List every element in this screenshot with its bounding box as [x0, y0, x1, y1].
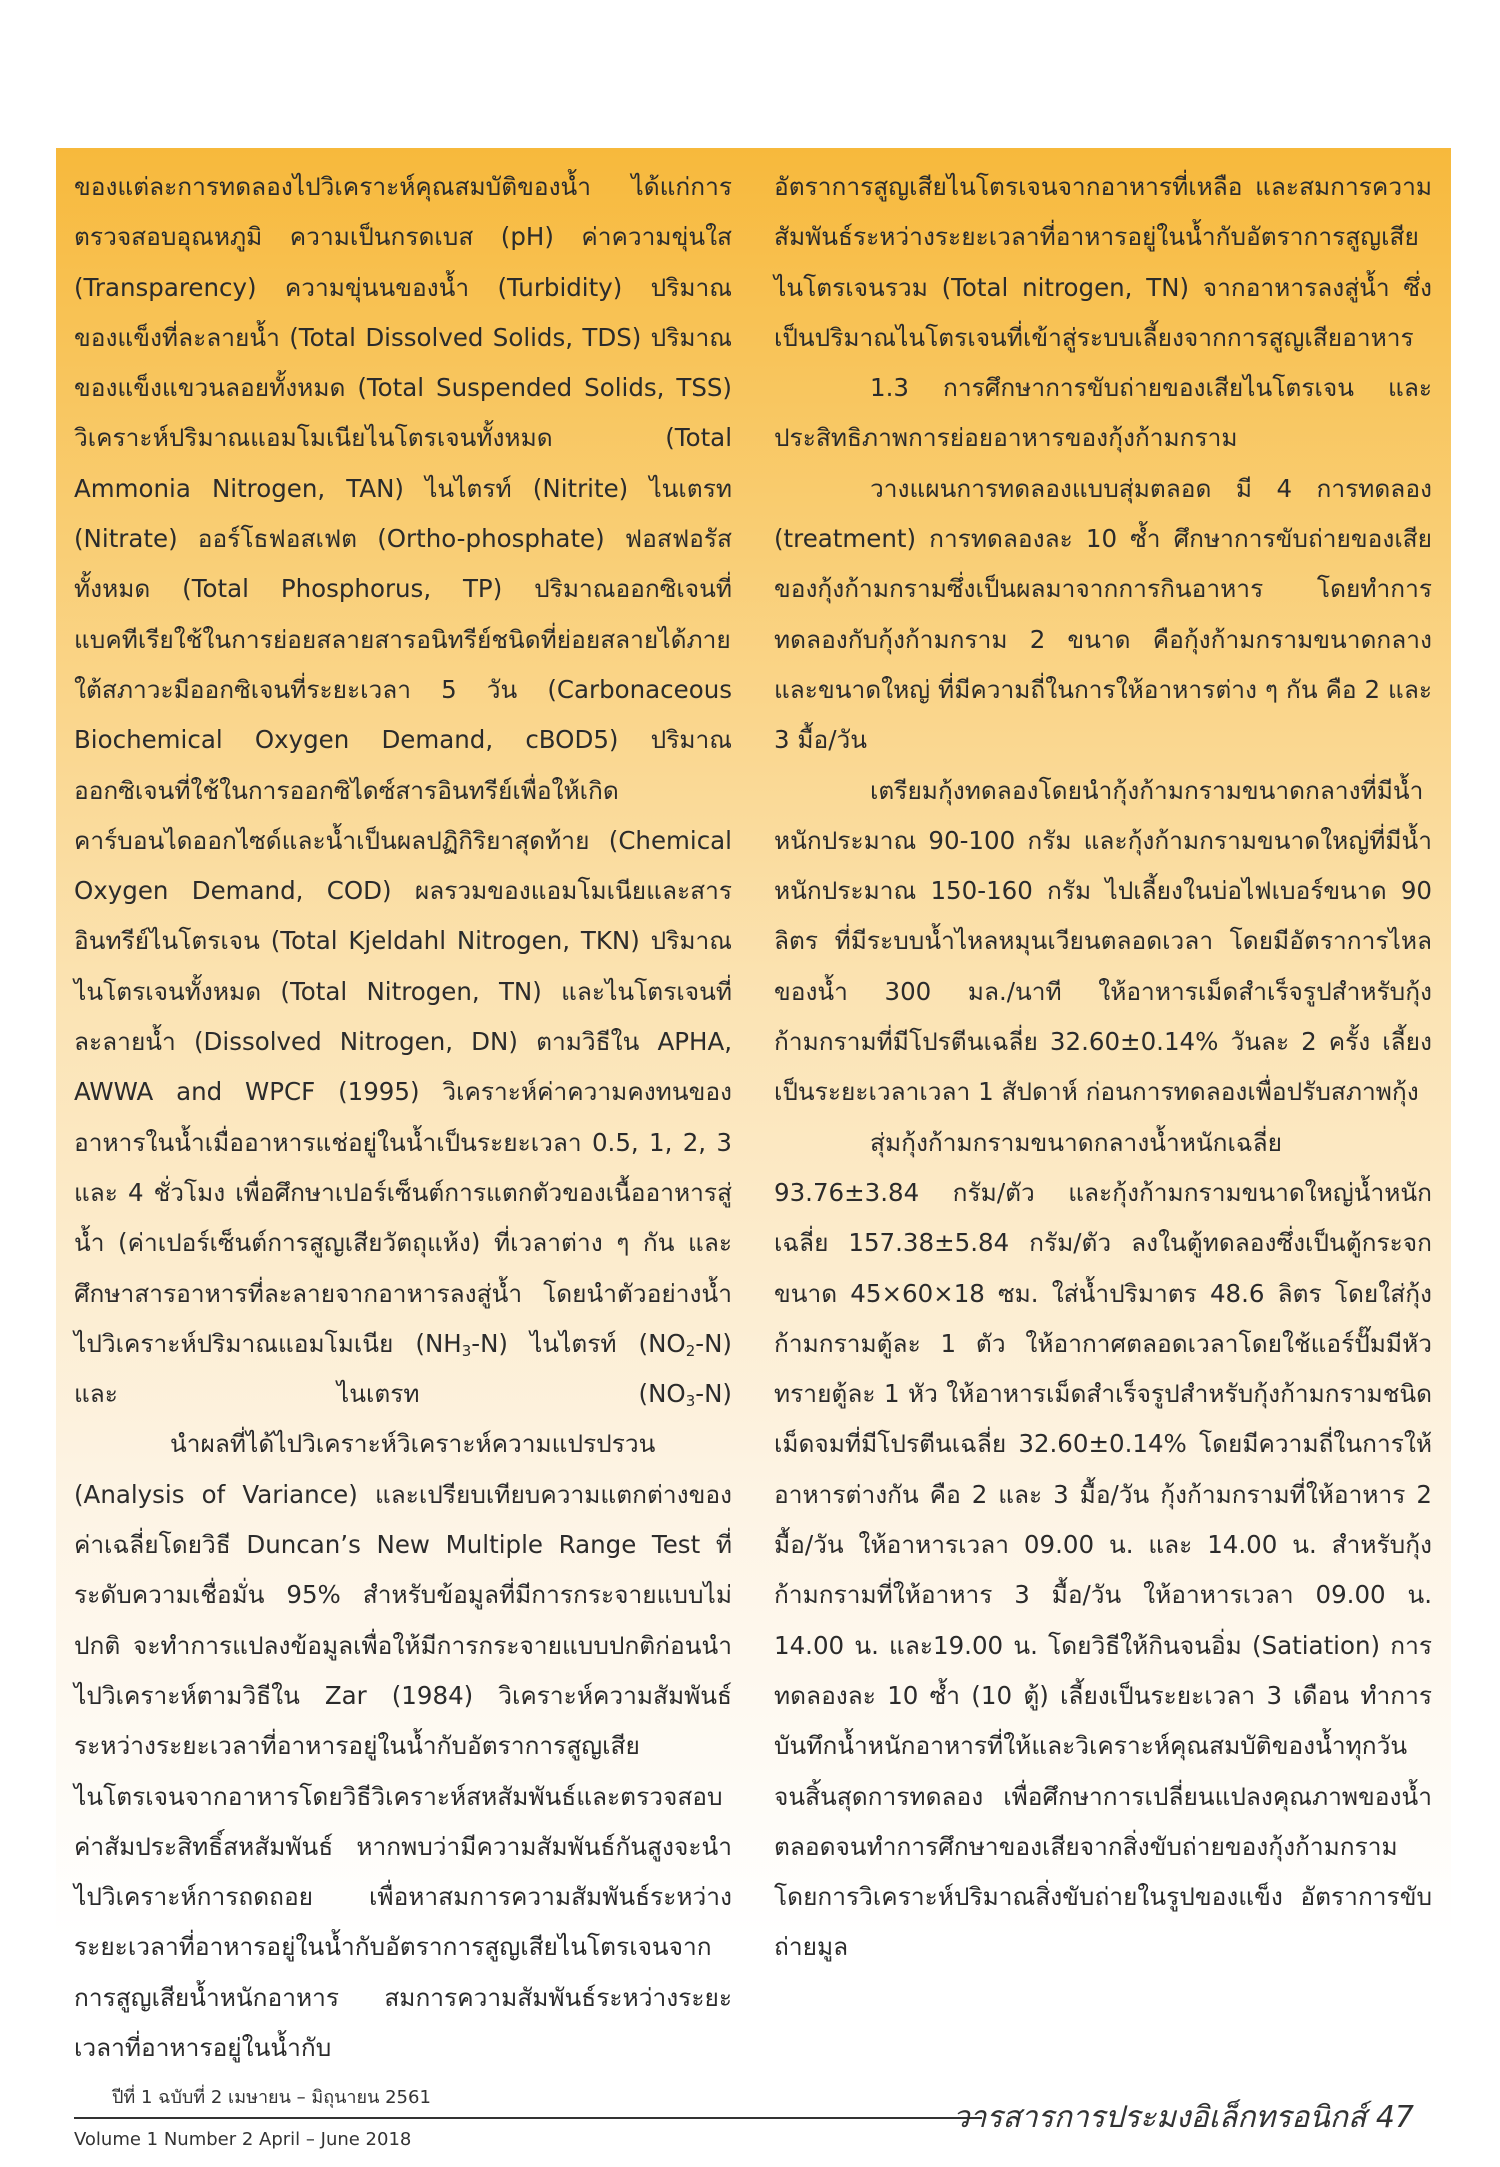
footer-rule [74, 2117, 982, 2119]
right-paragraph-1: อัตราการสูญเสียไนโตรเจนจากอาหารที่เหลือ และสมการความสัมพันธ์ระหว่างระยะเวลาที่อาหารอยู่ในน้ำกับอัตราการสูญเสียไนโตรเจนรวม (Total nitrogen, TN) จากอาหารลงสู่น้ำ ซึ่งเป็นปริมาณไนโตรเจนที่เข้าสู่ระบบเลี้ยงจากการสูญเสียอาหาร [774, 172, 1432, 352]
journal-title-page-number: วารสารการประมงอิเล็กทรอนิกส์ 47 [952, 2100, 1414, 2135]
right-paragraph-4: สุ่มกุ้งก้ามกรามขนาดกลางน้ำหนักเฉลี่ย 93.76±3.84 กรัม/ตัว และกุ้งก้ามกรามขนาดใหญ่น้ำหนักเฉลี่ย 157.38±5.84 กรัม/ตัว ลงในตู้ทดลองซึ่งเป็นตู้กระจกขนาด 45×60×18 ซม. ใส่น้ำปริมาตร 48.6 ลิตร โดยใส่กุ้งก้ามกรามตู้ละ 1 ตัว ให้อากาศตลอดเวลาโดยใช้แอร์ปั๊มมีหัวทรายตู้ละ 1 หัว ให้อาหารเม็ดสำเร็จรูปสำหรับกุ้งก้ามกรามชนิดเม็ดจมที่มีโปรตีนเฉลี่ย 32.60±0.14% โดยมีความถี่ในการให้อาหารต่างกัน คือ 2 และ 3 มื้อ/วัน กุ้งก้ามกรามที่ให้อาหาร 2 มื้อ/วัน ให้อาหารเวลา 09.00 น. และ 14.00 น. สำหรับกุ้งก้ามกรามที่ให้อาหาร 3 มื้อ/วัน ให้อาหารเวลา 09.00 น. 14.00 น. และ19.00 น. โดยวิธีให้กินจนอิ่ม (Satiation) การทดลองละ 10 ซ้ำ (10 ตู้) เลี้ยงเป็นระยะเวลา 3 เดือน ทำการบันทึกน้ำหนักอาหารที่ให้และวิเคราะห์คุณสมบัติของน้ำทุกวันจนสิ้นสุดการทดลอง เพื่อศึกษาการเปลี่ยนแปลงคุณภาพของน้ำ ตลอดจนทำการศึกษาของเสียจากสิ่งขับถ่ายของกุ้งก้ามกรามโดยการวิเคราะห์ปริมาณสิ่งขับถ่ายในรูปของแข็ง อัตราการขับถ่ายมูล [774, 1127, 1432, 1962]
right-paragraph-3: เตรียมกุ้งทดลองโดยนำกุ้งก้ามกรามขนาดกลางที่มีน้ำหนักประมาณ 90-100 กรัม และกุ้งก้ามกรามขนาดใหญ่ที่มีน้ำหนักประมาณ 150-160 กรัม ไปเลี้ยงในบ่อไฟเบอร์ขนาด 90 ลิตร ที่มีระบบน้ำไหลหมุนเวียนตลอดเวลา โดยมีอัตราการไหลของน้ำ 300 มล./นาที ให้อาหารเม็ดสำเร็จรูปสำหรับกุ้งก้ามกรามที่มีโปรตีนเฉลี่ย 32.60±0.14% วันละ 2 ครั้ง เลี้ยงเป็นระยะเวลาเวลา 1 สัปดาห์ ก่อนการทดลองเพื่อปรับสภาพกุ้ง [774, 775, 1432, 1107]
issue-english: Volume 1 Number 2 April – June 2018 [74, 2129, 412, 2150]
right-paragraph-2: วางแผนการทดลองแบบสุ่มตลอด มี 4 การทดลอง (treatment) การทดลองละ 10 ซ้ำ ศึกษาการขับถ่ายของเสียของกุ้งก้ามกรามซึ่งเป็นผลมาจากการกินอาหาร โดยทำการทดลองกับกุ้งก้ามกราม 2 ขนาด คือกุ้งก้ามกรามขนาดกลาง และขนาดใหญ่ ที่มีความถี่ในการให้อาหารต่าง ๆ กัน คือ 2 และ 3 มื้อ/วัน [774, 473, 1432, 755]
right-column [774, 162, 1432, 1973]
issue-thai: ปีที่ 1 ฉบับที่ 2 เมษายน – มิถุนายน 2561 [112, 2087, 431, 2108]
left-paragraph-2: นำผลที่ได้ไปวิเคราะห์วิเคราะห์ความแปรปรวน (Analysis of Variance) และเปรียบเทียบความแตกต่างของค่าเฉลี่ยโดยวิธี Duncan’s New Multiple Range Test ที่ระดับความเชื่อมั่น 95% สำหรับข้อมูลที่มีการกระจายแบบไม่ปกติ จะทำการแปลงข้อมูลเพื่อให้มีการกระจายแบบปกติก่อนนำไปวิเคราะห์ตามวิธีใน Zar (1984) วิเคราะห์ความสัมพันธ์ระหว่างระยะเวลาที่อาหารอยู่ในน้ำกับอัตราการสูญเสียไนโตรเจนจากอาหารโดยวิธีวิเคราะห์สหสัมพันธ์และตรวจสอบค่าสัมประสิทธิ์สหสัมพันธ์ หากพบว่ามีความสัมพันธ์กันสูงจะนำไปวิเคราะห์การถดถอย เพื่อหาสมการความสัมพันธ์ระหว่างระยะเวลาที่อาหารอยู่ในน้ำกับอัตราการสูญเสียไนโตรเจนจากการสูญเสียน้ำหนักอาหาร สมการความสัมพันธ์ระหว่างระยะเวลาที่อาหารอยู่ในน้ำกับ [74, 1429, 732, 2062]
left-column [74, 162, 732, 2073]
left-paragraph-1: ของแต่ละการทดลองไปวิเคราะห์คุณสมบัติของน้ำ ได้แก่การตรวจสอบอุณหภูมิ ความเป็นกรดเบส (pH) ค่าความขุ่นใส (Transparency) ความขุ่นนของน้ำ (Turbidity) ปริมาณของแข็งที่ละลายน้ำ (Total Dissolved Solids, TDS) ปริมาณของแข็งแขวนลอยทั้งหมด (Total Suspended Solids, TSS) วิเคราะห์ปริมาณแอมโมเนียไนโตรเจนทั้งหมด (Total Ammonia Nitrogen, TAN) ไนไตรท์ (Nitrite) ไนเตรท (Nitrate) ออร์โธฟอสเฟต (Ortho-phosphate) ฟอสฟอรัสทั้งหมด (Total Phosphorus, TP) ปริมาณออกซิเจนที่แบคทีเรียใช้ในการย่อยสลายสารอนิทรีย์ชนิดที่ย่อยสลายได้ภายใต้สภาวะมีออกซิเจนที่ระยะเวลา 5 วัน (Carbonaceous Biochemical Oxygen Demand, cBOD5) ปริมาณออกซิเจนที่ใช้ในการออกซิไดซ์สารอินทรีย์เพื่อให้เกิดคาร์บอนไดออกไซด์และน้ำเป็นผลปฏิกิริยาสุดท้าย (Chemical Oxygen Demand, COD) ผลรวมของแอมโมเนียและสารอินทรีย์ไนโตรเจน (Total Kjeldahl Nitrogen, TKN) ปริมาณไนโตรเจนทั้งหมด (Total Nitrogen, TN) และไนโตรเจนที่ละลายน้ำ (Dissolved Nitrogen, DN) ตามวิธีใน APHA, AWWA and WPCF (1995) วิเคราะห์ค่าความคงทนของอาหารในน้ำเมื่ออาหารแช่อยู่ในน้ำเป็นระยะเวลา 0.5, 1, 2, 3 และ 4 ชั่วโมง เพื่อศึกษาเปอร์เซ็นต์การแตกตัวของเนื้ออาหารสู่น้ำ (ค่าเปอร์เซ็นต์การสูญเสียวัตถุแห้ง) ที่เวลาต่าง ๆ กัน และศึกษาสารอาหารที่ละลายจากอาหารลงสู่น้ำ โดยนำตัวอย่างน้ำไปวิเคราะห์ปริมาณแอมโมเนีย $(NH_3-N)$ ไนไตรท์ $(NO_2-N)$ และ ไนเตรท $(NO_3-N)$ [74, 172, 732, 1411]
section-heading: 1.3 การศึกษาการขับถ่ายของเสียไนโตรเจน และประสิทธิภาพการย่อยอาหารของกุ้งก้ามกราม [774, 373, 1432, 453]
